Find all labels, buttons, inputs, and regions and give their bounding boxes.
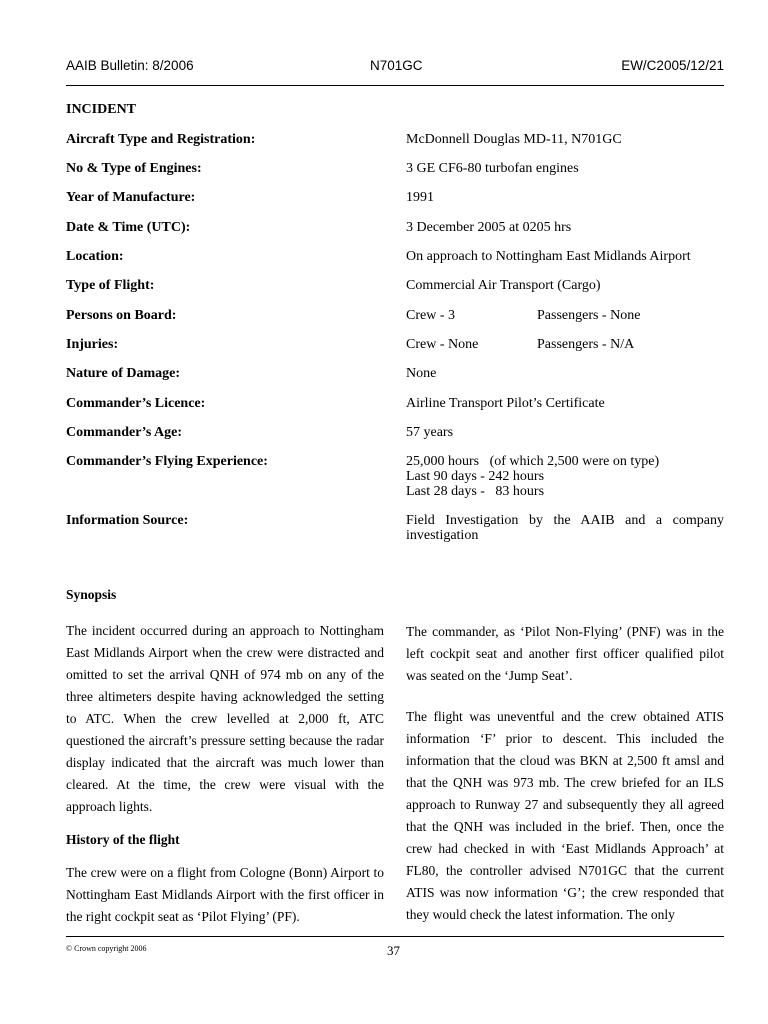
detail-label: Persons on Board: xyxy=(66,308,177,323)
report-reference: EW/C2005/12/21 xyxy=(621,58,724,73)
passenger-count: Passengers - None xyxy=(537,308,641,323)
history-heading: History of the flight xyxy=(66,832,180,847)
detail-value: 1991 xyxy=(406,190,434,205)
crew-count: Crew - 3 xyxy=(406,308,455,323)
aircraft-registration: N701GC xyxy=(370,58,423,73)
detail-label: Year of Manufacture: xyxy=(66,190,196,205)
history-paragraph-1: The crew were on a flight from Cologne (Bonn) Airport to Nottingham East Midlands Airport with the first officer in the right cockpit seat as ‘Pilot Flying’ (PF). xyxy=(66,865,384,924)
detail-value: 3 GE CF6-80 turbofan engines xyxy=(406,161,579,176)
history-paragraph-2: The commander, as ‘Pilot Non-Flying’ (PNF) was in the left cockpit seat and another first officer qualified pilot was seated on the ‘Jump Seat’. xyxy=(406,624,724,683)
bulletin-number: AAIB Bulletin: 8/2006 xyxy=(66,58,194,73)
detail-label: Commander’s Flying Experience: xyxy=(66,454,268,469)
last-90-days: Last 90 days - 242 hours xyxy=(406,469,545,484)
detail-label: Aircraft Type and Registration: xyxy=(66,132,256,147)
detail-value: Field Investigation by the AAIB and a company investigation xyxy=(406,513,724,543)
detail-label: Location: xyxy=(66,249,124,264)
history-paragraph-3: The flight was uneventful and the crew obtained ATIS information ‘F’ prior to descent. This included the information that the cloud was BKN at 2,500 ft amsl and that the QNH was 973 mb. The crew briefed for an ILS approach to Runway 27 and subsequently they all agreed that the QNH was included in the brief. Then, once the crew had checked in with ‘East Midlands Approach’ at FL80, the controller advised N701GC that the current ATIS was now information ‘G’; the crew responded that they would check the latest information. The only xyxy=(406,709,724,922)
detail-value: Airline Transport Pilot’s Certificate xyxy=(406,396,605,411)
detail-label: Information Source: xyxy=(66,513,189,528)
header-divider xyxy=(66,85,724,86)
detail-value xyxy=(406,337,724,352)
total-hours: 25,000 hours (of which 2,500 were on type) xyxy=(406,454,660,469)
crew-injuries: Crew - None xyxy=(406,337,479,352)
detail-value xyxy=(406,454,724,499)
detail-value: McDonnell Douglas MD-11, N701GC xyxy=(406,132,622,147)
detail-value xyxy=(406,308,724,323)
detail-value: 57 years xyxy=(406,425,454,440)
detail-label: Date & Time (UTC): xyxy=(66,220,191,235)
synopsis-heading: Synopsis xyxy=(66,587,117,602)
passenger-injuries: Passengers - N/A xyxy=(537,337,635,352)
detail-value: Commercial Air Transport (Cargo) xyxy=(406,278,601,293)
page-header xyxy=(66,58,724,78)
last-28-days: Last 28 days - 83 hours xyxy=(406,484,545,499)
copyright-notice: © Crown copyright 2006 xyxy=(66,944,147,953)
footer-divider xyxy=(66,936,724,937)
detail-label: Injuries: xyxy=(66,337,119,352)
page-number: 37 xyxy=(387,943,400,958)
detail-value: 3 December 2005 at 0205 hrs xyxy=(406,220,572,235)
detail-label: No & Type of Engines: xyxy=(66,161,202,176)
synopsis-paragraph: The incident occurred during an approach to Nottingham East Midlands Airport when the crew were distracted and omitted to set the arrival QNH of 974 mb on any of the three altimeters despite having acknowledged the setting to ATC. When the crew levelled at 2,000 ft, ATC questioned the aircraft’s pressure setting because the radar display indicated that the aircraft was much lower than cleared. At the time, the crew were visual with the approach lights. xyxy=(66,623,384,814)
detail-value: On approach to Nottingham East Midlands Airport xyxy=(406,249,691,264)
detail-label: Nature of Damage: xyxy=(66,366,181,381)
detail-label: Commander’s Licence: xyxy=(66,396,206,411)
right-column xyxy=(406,621,724,926)
detail-value: None xyxy=(406,366,437,381)
left-column xyxy=(66,620,384,928)
incident-title: INCIDENT xyxy=(66,102,137,117)
detail-label: Commander’s Age: xyxy=(66,425,182,440)
detail-label: Type of Flight: xyxy=(66,278,155,293)
